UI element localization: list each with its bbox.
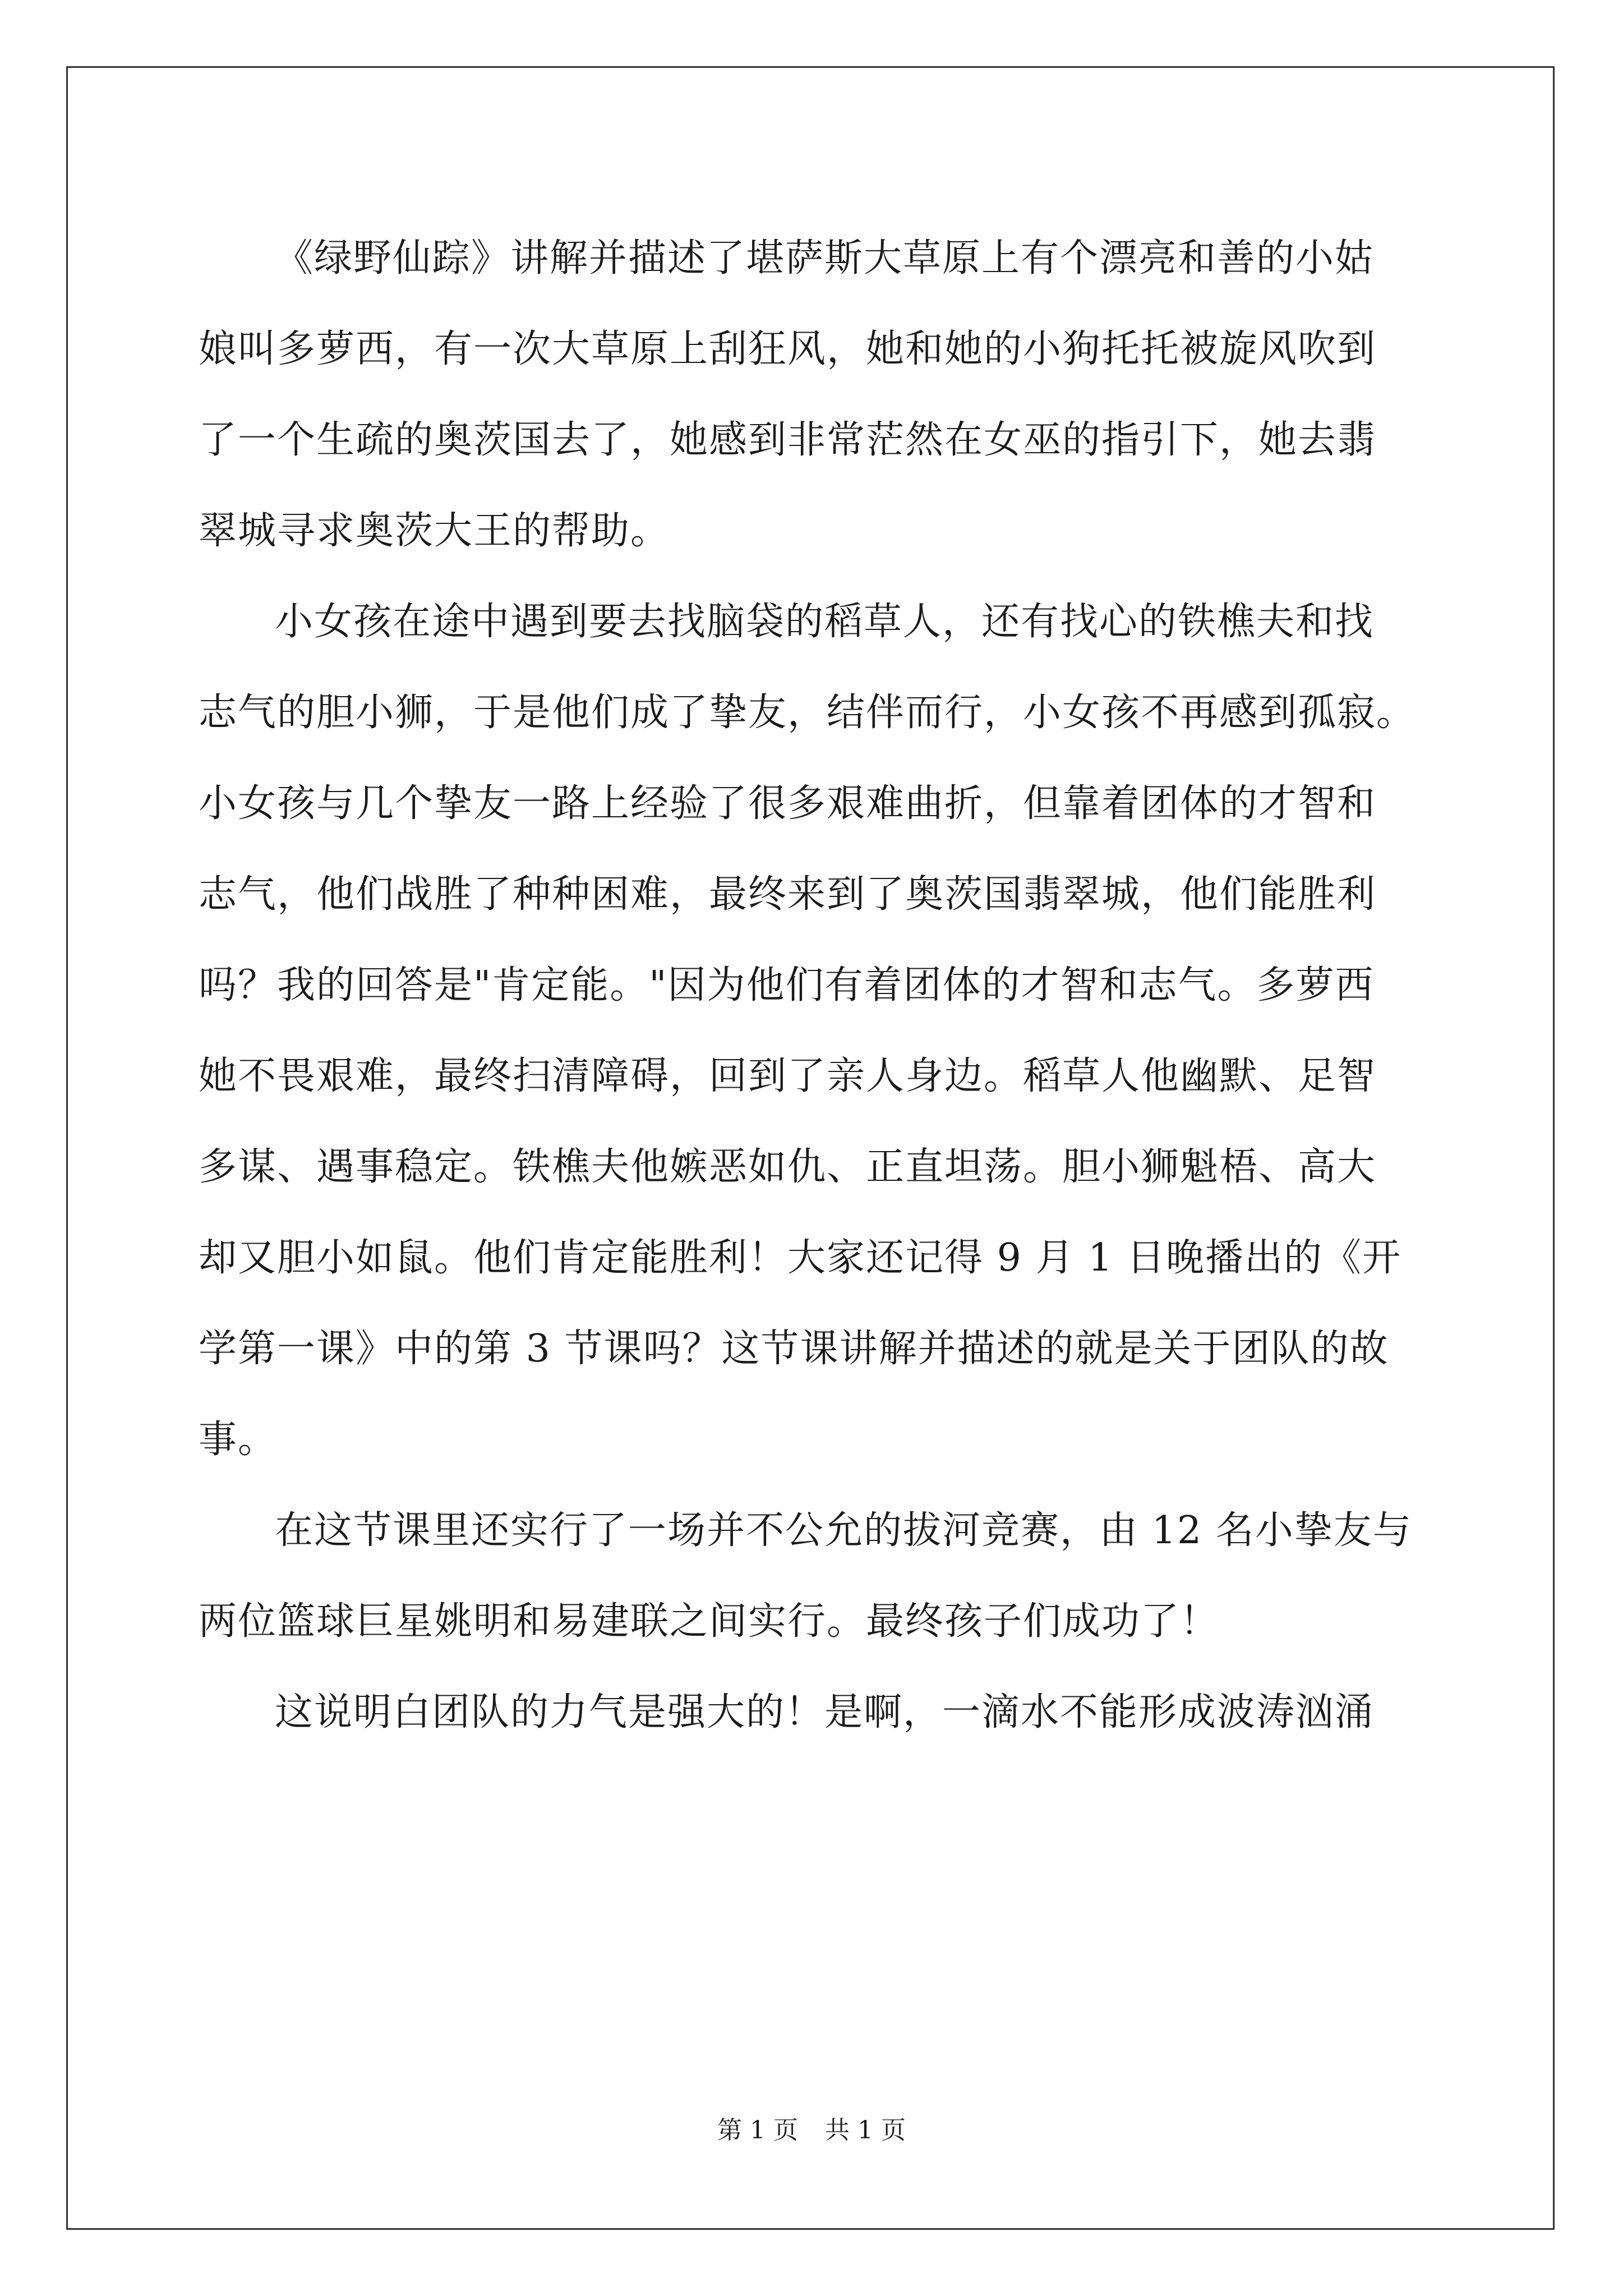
text-line: 志气的胆小狮，于是他们成了挚友，结伴而行，小女孩不再感到孤寂。	[199, 691, 1416, 735]
text-line: 两位篮球巨星姚明和易建联之间实行。最终孩子们成功了！	[199, 1599, 1220, 1644]
text-line: 了一个生疏的奥茨国去了，她感到非常茫然在女巫的指引下，她去翡	[199, 418, 1377, 462]
document-body	[199, 213, 1426, 1758]
text-line: 多谋、遇事稳定。铁樵夫他嫉恶如仇、正直坦荡。胆小狮魁梧、高大	[199, 1145, 1377, 1189]
text-line: 学第一课》中的第 3 节课吗？这节课讲解并描述的就是关于团队的故	[199, 1327, 1389, 1371]
text-line: 事。	[199, 1418, 278, 1462]
text-line: 志气，他们战胜了种种困难，最终来到了奥茨国翡翠城，他们能胜利	[199, 872, 1377, 917]
text-line: 却又胆小如鼠。他们肯定能胜利！大家还记得 9 月 1 日晚播出的《开	[199, 1236, 1401, 1280]
page-footer	[0, 2114, 1623, 2147]
text-line: 吗？我的回答是"肯定能。"因为他们有着团体的才智和志气。多萝西	[199, 963, 1375, 1007]
page-total: 共 1 页	[825, 2116, 906, 2145]
text-line: 翠城寻求奥茨大王的帮助。	[199, 509, 670, 553]
text-line: 在这节课里还实行了一场并不公允的拔河竞赛，由 12 名小挚友与	[275, 1508, 1412, 1553]
text-line: 这说明白团队的力气是强大的！是啊，一滴水不能形成波涛汹涌	[275, 1690, 1375, 1734]
text-line: 小女孩与几个挚友一路上经验了很多艰难曲折，但靠着团体的才智和	[199, 781, 1377, 826]
text-line: 她不畏艰难，最终扫清障碍，回到了亲人身边。稻草人他幽默、足智	[199, 1054, 1377, 1098]
text-line: 小女孩在途中遇到要去找脑袋的稻草人，还有找心的铁樵夫和找	[275, 600, 1375, 644]
text-line: 《绿野仙踪》讲解并描述了堪萨斯大草原上有个漂亮和善的小姑	[275, 236, 1375, 280]
page-number: 第 1 页	[717, 2116, 798, 2145]
text-line: 娘叫多萝西，有一次大草原上刮狂风，她和她的小狗托托被旋风吹到	[199, 327, 1377, 371]
